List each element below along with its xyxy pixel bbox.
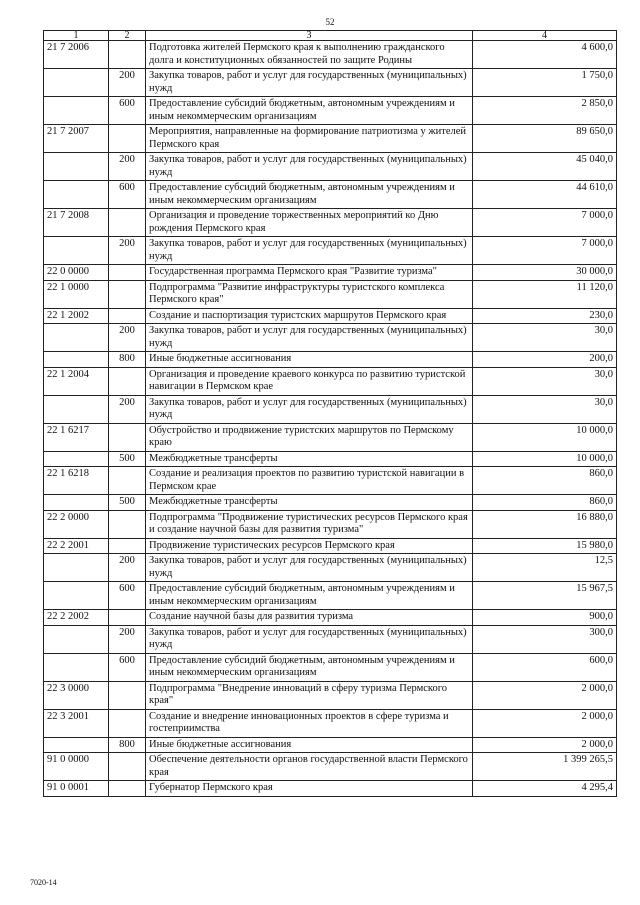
amount-cell: 2 000,0 xyxy=(473,681,617,709)
expense-kind-cell xyxy=(109,709,146,737)
table-row xyxy=(44,352,617,368)
code-cell: 22 1 0000 xyxy=(44,280,109,308)
table-row xyxy=(44,97,617,125)
code-cell xyxy=(44,625,109,653)
name-cell: Предоставление субсидий бюджетным, автономным учреждениям и иным некоммерческим организациям xyxy=(146,97,473,125)
name-cell: Подготовка жителей Пермского края к выполнению гражданского долга и конституционных обязанностей по защите Родины xyxy=(146,41,473,69)
name-cell: Иные бюджетные ассигнования xyxy=(146,737,473,753)
code-cell: 22 1 6217 xyxy=(44,423,109,451)
amount-cell: 860,0 xyxy=(473,467,617,495)
table-row xyxy=(44,737,617,753)
amount-cell: 1 399 265,5 xyxy=(473,753,617,781)
amount-cell: 2 850,0 xyxy=(473,97,617,125)
amount-cell: 16 880,0 xyxy=(473,510,617,538)
table-row xyxy=(44,181,617,209)
expense-kind-cell xyxy=(109,538,146,554)
amount-cell: 11 120,0 xyxy=(473,280,617,308)
expense-kind-cell: 600 xyxy=(109,582,146,610)
code-cell: 22 2 2002 xyxy=(44,610,109,626)
name-cell: Межбюджетные трансферты xyxy=(146,451,473,467)
expense-kind-cell xyxy=(109,265,146,281)
expense-kind-cell xyxy=(109,367,146,395)
amount-cell: 15 980,0 xyxy=(473,538,617,554)
table-row xyxy=(44,681,617,709)
table-header-row xyxy=(44,31,617,41)
code-cell: 22 3 2001 xyxy=(44,709,109,737)
amount-cell: 4 295,4 xyxy=(473,781,617,797)
table-row xyxy=(44,324,617,352)
name-cell: Закупка товаров, работ и услуг для государственных (муниципальных) нужд xyxy=(146,554,473,582)
page-number: 52 xyxy=(325,17,335,27)
code-cell xyxy=(44,237,109,265)
name-cell: Подпрограмма "Внедрение инноваций в сферу туризма Пермского края" xyxy=(146,681,473,709)
table-row xyxy=(44,209,617,237)
table-row xyxy=(44,538,617,554)
code-cell: 21 7 2007 xyxy=(44,125,109,153)
code-cell xyxy=(44,97,109,125)
name-cell: Закупка товаров, работ и услуг для государственных (муниципальных) нужд xyxy=(146,324,473,352)
amount-cell: 30 000,0 xyxy=(473,265,617,281)
table-row xyxy=(44,610,617,626)
table-row xyxy=(44,495,617,511)
name-cell: Создание научной базы для развития туризма xyxy=(146,610,473,626)
name-cell: Закупка товаров, работ и услуг для государственных (муниципальных) нужд xyxy=(146,395,473,423)
expense-kind-cell: 200 xyxy=(109,554,146,582)
expense-kind-cell: 200 xyxy=(109,237,146,265)
code-cell xyxy=(44,554,109,582)
footer-code: 7020-14 xyxy=(30,878,57,887)
amount-cell: 12,5 xyxy=(473,554,617,582)
table-row xyxy=(44,423,617,451)
expense-kind-cell xyxy=(109,610,146,626)
name-cell: Создание и паспортизация туристских маршрутов Пермского края xyxy=(146,308,473,324)
amount-cell: 7 000,0 xyxy=(473,209,617,237)
code-cell: 22 3 0000 xyxy=(44,681,109,709)
code-cell xyxy=(44,395,109,423)
amount-cell: 860,0 xyxy=(473,495,617,511)
amount-cell: 30,0 xyxy=(473,324,617,352)
expense-kind-cell xyxy=(109,41,146,69)
amount-cell: 44 610,0 xyxy=(473,181,617,209)
expense-kind-cell xyxy=(109,510,146,538)
code-cell xyxy=(44,582,109,610)
amount-cell: 89 650,0 xyxy=(473,125,617,153)
name-cell: Организация и проведение краевого конкурса по развитию туристской навигации в Пермском крае xyxy=(146,367,473,395)
expense-kind-cell: 200 xyxy=(109,395,146,423)
code-cell: 22 0 0000 xyxy=(44,265,109,281)
table-row xyxy=(44,653,617,681)
code-cell: 21 7 2006 xyxy=(44,41,109,69)
expense-kind-cell xyxy=(109,681,146,709)
name-cell: Иные бюджетные ассигнования xyxy=(146,352,473,368)
table-row xyxy=(44,582,617,610)
name-cell: Продвижение туристических ресурсов Пермского края xyxy=(146,538,473,554)
code-cell: 91 0 0001 xyxy=(44,781,109,797)
expense-kind-cell: 500 xyxy=(109,451,146,467)
table-row xyxy=(44,781,617,797)
name-cell: Закупка товаров, работ и услуг для государственных (муниципальных) нужд xyxy=(146,625,473,653)
code-cell xyxy=(44,653,109,681)
name-cell: Предоставление субсидий бюджетным, автономным учреждениям и иным некоммерческим организациям xyxy=(146,653,473,681)
amount-cell: 10 000,0 xyxy=(473,423,617,451)
table-row xyxy=(44,41,617,69)
table-row xyxy=(44,308,617,324)
table-row xyxy=(44,554,617,582)
amount-cell: 200,0 xyxy=(473,352,617,368)
amount-cell: 1 750,0 xyxy=(473,69,617,97)
code-cell: 22 2 0000 xyxy=(44,510,109,538)
code-cell xyxy=(44,352,109,368)
table-row xyxy=(44,753,617,781)
expense-kind-cell: 600 xyxy=(109,653,146,681)
expense-kind-cell xyxy=(109,209,146,237)
code-cell: 22 1 2002 xyxy=(44,308,109,324)
name-cell: Закупка товаров, работ и услуг для государственных (муниципальных) нужд xyxy=(146,153,473,181)
expense-kind-cell xyxy=(109,125,146,153)
expense-kind-cell xyxy=(109,280,146,308)
amount-cell: 300,0 xyxy=(473,625,617,653)
name-cell: Губернатор Пермского края xyxy=(146,781,473,797)
code-cell xyxy=(44,69,109,97)
code-cell: 22 1 2004 xyxy=(44,367,109,395)
code-cell xyxy=(44,737,109,753)
amount-cell: 900,0 xyxy=(473,610,617,626)
code-cell xyxy=(44,153,109,181)
table-row xyxy=(44,125,617,153)
table-row xyxy=(44,395,617,423)
amount-cell: 230,0 xyxy=(473,308,617,324)
amount-cell: 15 967,5 xyxy=(473,582,617,610)
expense-kind-cell: 200 xyxy=(109,153,146,181)
name-cell: Обустройство и продвижение туристских маршрутов по Пермскому краю xyxy=(146,423,473,451)
expense-kind-cell xyxy=(109,753,146,781)
column-header: 2 xyxy=(109,31,146,41)
table-row xyxy=(44,625,617,653)
expense-kind-cell: 200 xyxy=(109,69,146,97)
amount-cell: 600,0 xyxy=(473,653,617,681)
amount-cell: 4 600,0 xyxy=(473,41,617,69)
table-row xyxy=(44,153,617,181)
expense-kind-cell xyxy=(109,467,146,495)
name-cell: Обеспечение деятельности органов государственной власти Пермского края xyxy=(146,753,473,781)
expense-kind-cell: 800 xyxy=(109,737,146,753)
name-cell: Закупка товаров, работ и услуг для государственных (муниципальных) нужд xyxy=(146,237,473,265)
name-cell: Организация и проведение торжественных мероприятий ко Дню рождения Пермского края xyxy=(146,209,473,237)
column-header: 1 xyxy=(44,31,109,41)
code-cell: 21 7 2008 xyxy=(44,209,109,237)
expense-kind-cell: 200 xyxy=(109,625,146,653)
table-row xyxy=(44,367,617,395)
amount-cell: 30,0 xyxy=(473,367,617,395)
name-cell: Государственная программа Пермского края "Развитие туризма" xyxy=(146,265,473,281)
name-cell: Мероприятия, направленные на формирование патриотизма у жителей Пермского края xyxy=(146,125,473,153)
table-row xyxy=(44,265,617,281)
amount-cell: 2 000,0 xyxy=(473,737,617,753)
code-cell xyxy=(44,495,109,511)
budget-table xyxy=(43,30,617,797)
amount-cell: 2 000,0 xyxy=(473,709,617,737)
code-cell: 91 0 0000 xyxy=(44,753,109,781)
name-cell: Создание и внедрение инновационных проектов в сфере туризма и гостеприимства xyxy=(146,709,473,737)
column-header: 3 xyxy=(146,31,473,41)
expense-kind-cell xyxy=(109,308,146,324)
amount-cell: 7 000,0 xyxy=(473,237,617,265)
table-row xyxy=(44,237,617,265)
name-cell: Подпрограмма "Продвижение туристических ресурсов Пермского края и создание научной базы для развития туризма" xyxy=(146,510,473,538)
table-row xyxy=(44,510,617,538)
name-cell: Подпрограмма "Развитие инфраструктуры туристского комплекса Пермского края" xyxy=(146,280,473,308)
amount-cell: 45 040,0 xyxy=(473,153,617,181)
amount-cell: 10 000,0 xyxy=(473,451,617,467)
column-header: 4 xyxy=(473,31,617,41)
expense-kind-cell: 500 xyxy=(109,495,146,511)
table-row xyxy=(44,451,617,467)
amount-cell: 30,0 xyxy=(473,395,617,423)
code-cell xyxy=(44,324,109,352)
code-cell xyxy=(44,181,109,209)
expense-kind-cell: 800 xyxy=(109,352,146,368)
code-cell: 22 2 2001 xyxy=(44,538,109,554)
name-cell: Предоставление субсидий бюджетным, автономным учреждениям и иным некоммерческим организациям xyxy=(146,582,473,610)
expense-kind-cell: 600 xyxy=(109,181,146,209)
table-row xyxy=(44,69,617,97)
code-cell: 22 1 6218 xyxy=(44,467,109,495)
expense-kind-cell xyxy=(109,781,146,797)
expense-kind-cell: 200 xyxy=(109,324,146,352)
expense-kind-cell: 600 xyxy=(109,97,146,125)
expense-kind-cell xyxy=(109,423,146,451)
name-cell: Закупка товаров, работ и услуг для государственных (муниципальных) нужд xyxy=(146,69,473,97)
table-row xyxy=(44,709,617,737)
code-cell xyxy=(44,451,109,467)
name-cell: Создание и реализация проектов по развитию туристской навигации в Пермском крае xyxy=(146,467,473,495)
name-cell: Межбюджетные трансферты xyxy=(146,495,473,511)
table-row xyxy=(44,467,617,495)
table-row xyxy=(44,280,617,308)
name-cell: Предоставление субсидий бюджетным, автономным учреждениям и иным некоммерческим организациям xyxy=(146,181,473,209)
